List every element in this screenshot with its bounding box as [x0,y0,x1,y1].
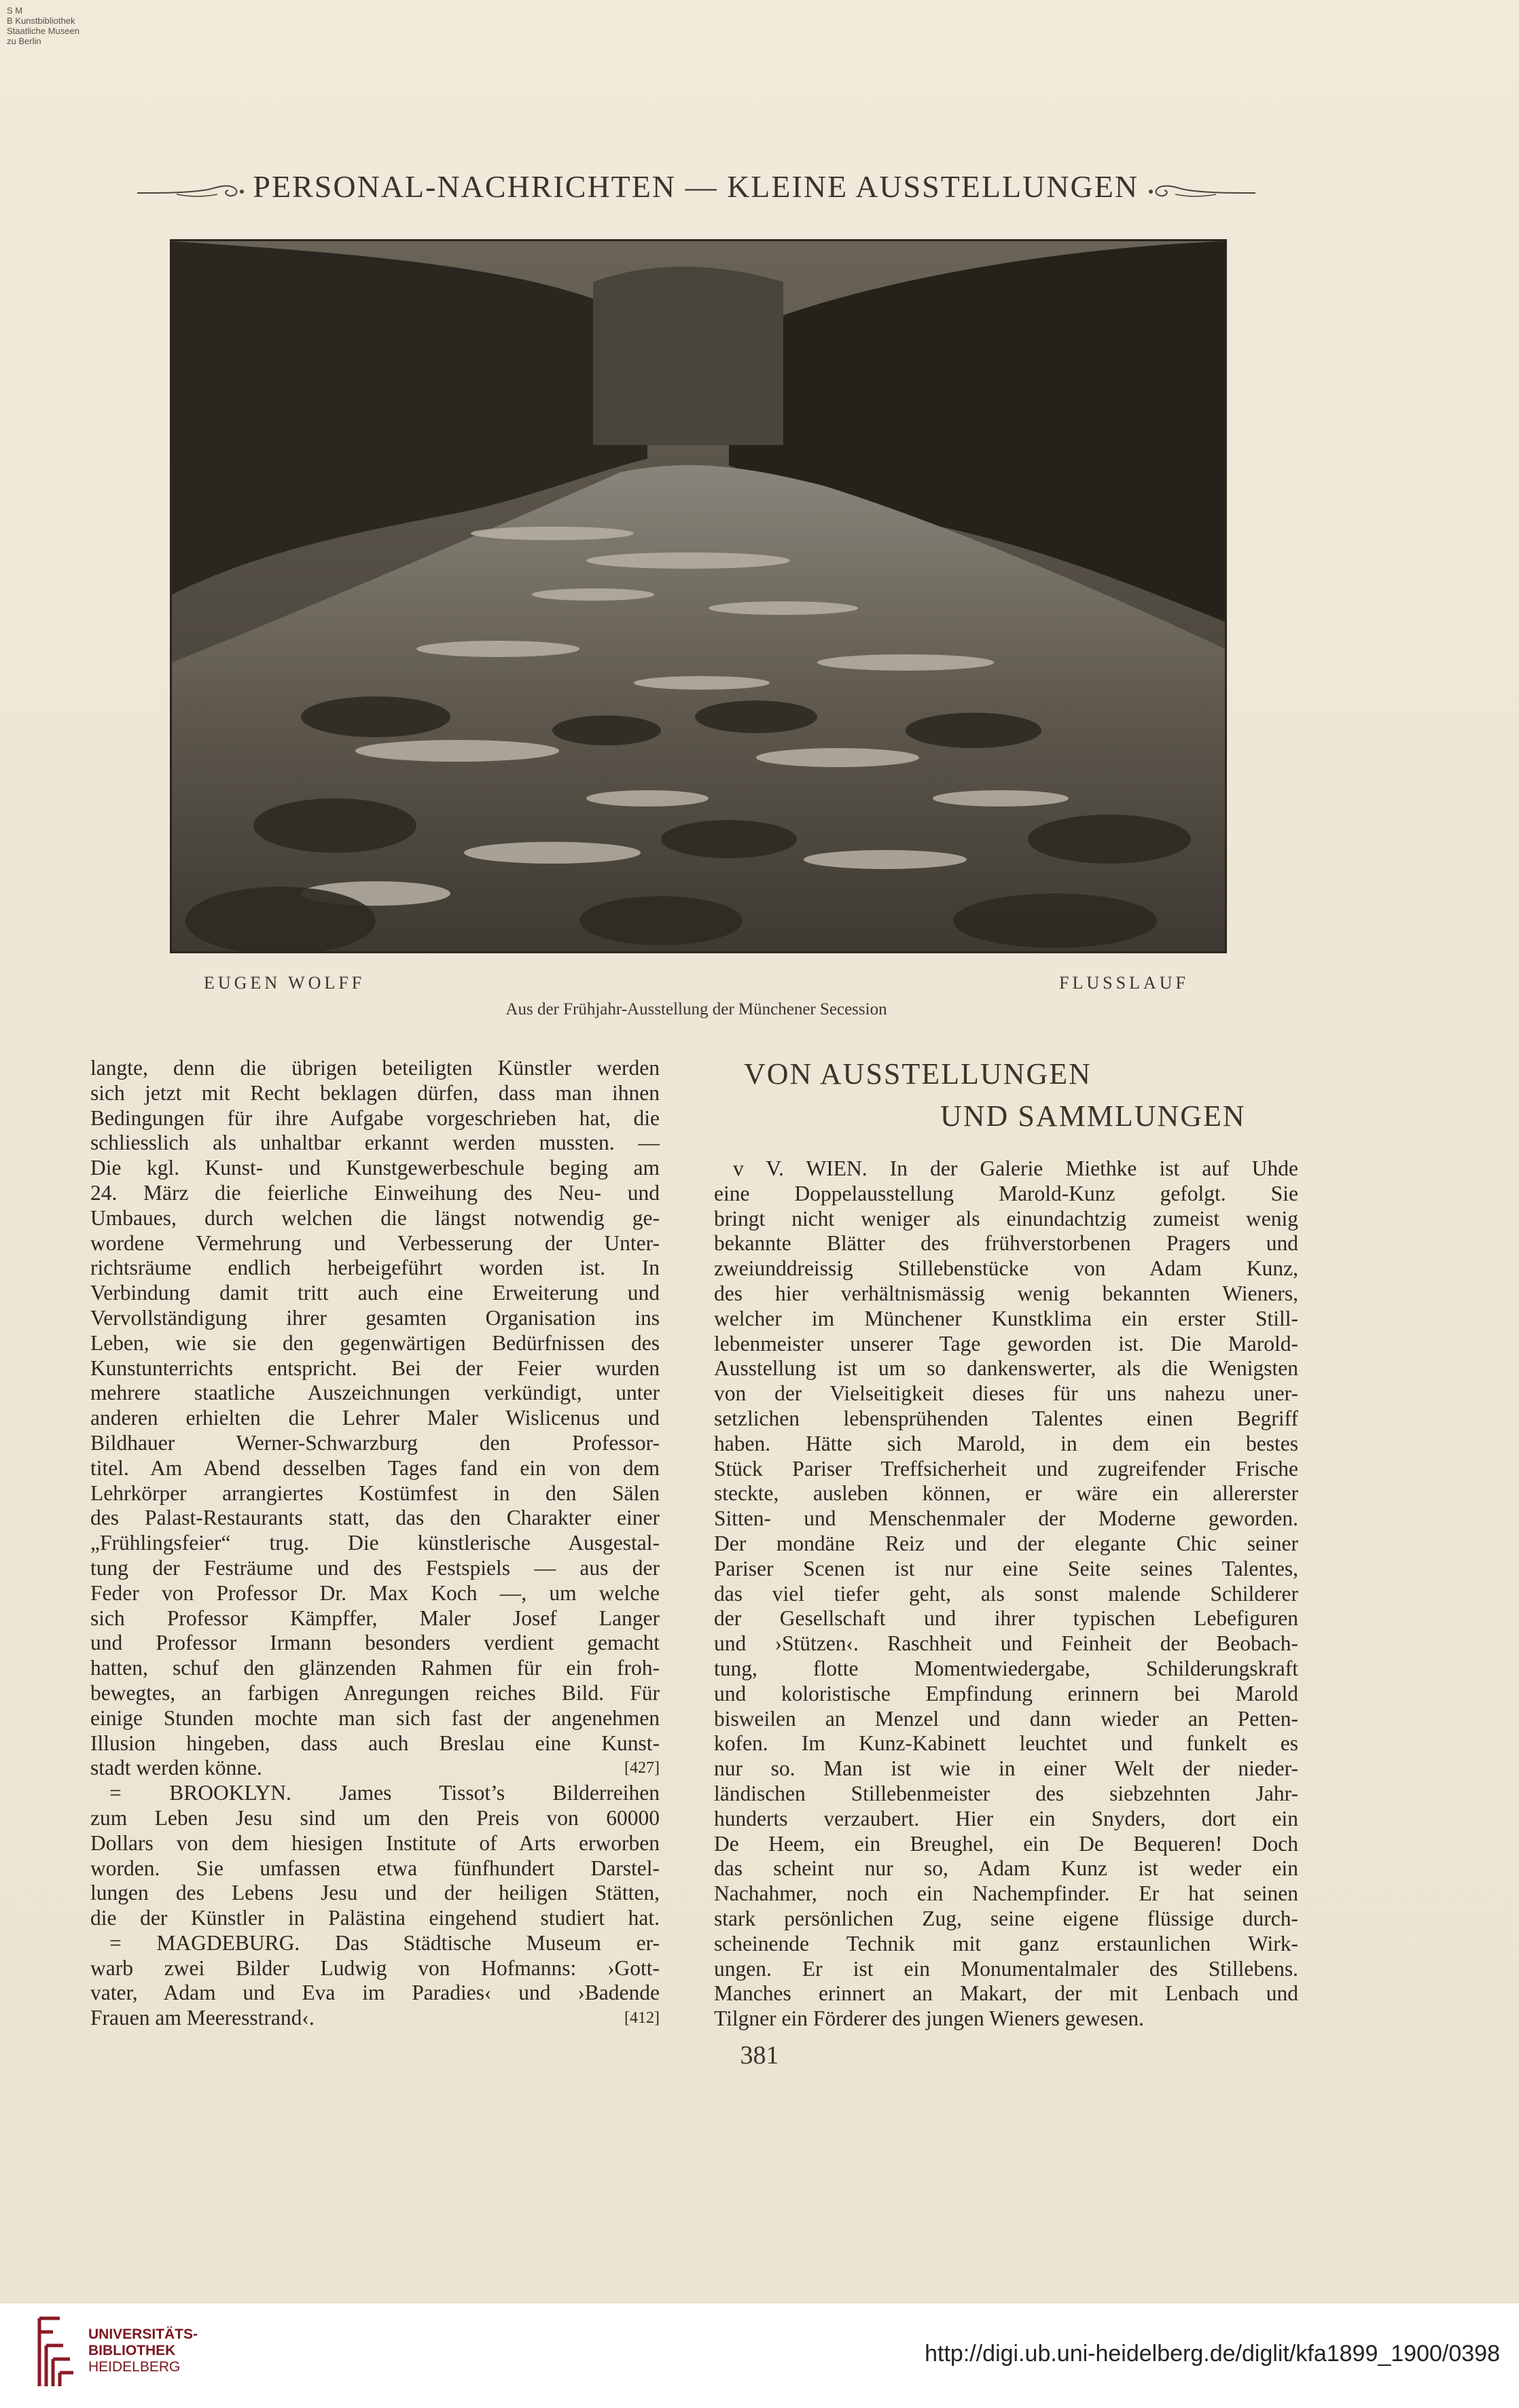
text-line: bekannte Blätter des frühverstorbenen Pragers und [714,1231,1298,1256]
library-line1: UNIVERSITÄTS- [88,2326,198,2342]
text-line: ländischen Stillebenmeister des siebzehnten Jahr- [714,1781,1298,1805]
page-number: 381 [740,2041,779,2070]
text-line: tung, flotte Momentwiedergabe, Schilderungskraft [714,1656,1298,1680]
text-line: = BROOKLYN. James Tissot’s Bilderreihen [109,1781,660,1805]
stamp-line: S M [7,5,23,16]
text-line: welcher im Münchener Kunstklima ein erster Still- [714,1306,1298,1330]
text-line: Der mondäne Reiz und der elegante Chic seiner [714,1531,1298,1555]
text-line: hunderts verzaubert. Hier ein Snyders, dort ein [714,1806,1298,1830]
figure-artist: EUGEN WOLFF [204,973,365,993]
text-line: schliesslich als unhaltbar erkannt werden mussten. — [90,1131,660,1155]
text-line: mehrere staatliche Auszeichnungen verkündigt, unter [90,1381,660,1405]
text-line: wordene Vermehrung und Verbesserung der Unter- [90,1230,660,1255]
text-line: Lehrkörper arrangiertes Kostümfest in den Sälen [90,1481,660,1505]
painting-reproduction [170,239,1227,953]
text-line: das viel tiefer geht, als sonst malende Schilderer [714,1581,1298,1606]
text-line: sich Professor Kämpffer, Maler Josef Langer [90,1606,660,1630]
text-line: und Professor Irmann besonders verdient gemacht [90,1631,660,1655]
text-line: bringt nicht weniger als einundachtzig zumeist wenig [714,1206,1298,1230]
text-line: des Palast-Restaurants statt, das den Charakter einer [90,1506,660,1530]
library-logo-icon [33,2312,80,2396]
page-title: PERSONAL-NACHRICHTEN — KLEINE AUSSTELLUNGEN [253,169,1139,204]
section-title-line1: VON AUSSTELLUNGEN [744,1057,1092,1091]
text-line: Bedingungen für ihre Aufgabe vorgeschrieben hat, die [90,1105,660,1130]
text-line: zum Leben Jesu sind um den Preis von 60000 [90,1805,660,1830]
text-line: einige Stunden mochte man sich fast der angenehmen [90,1705,660,1730]
text-line: Verbindung damit tritt auch eine Erweiterung und [90,1281,660,1305]
right-column [714,1156,1298,2032]
text-line: steckte, ausleben können, er wäre ein allererster [714,1481,1298,1506]
text-line: Frauen am Meeresstrand‹. [90,2006,315,2030]
figure-title: FLUSSLAUF [1059,973,1189,993]
section-title-line2: UND SAMMLUNGEN [940,1099,1246,1133]
stamp-line: zu Berlin [7,36,41,46]
text-line: von der Vielseitigkeit dieses für uns nahezu uner- [714,1381,1298,1406]
text-line: sich jetzt mit Recht beklagen dürfen, dass man ihnen [90,1080,660,1105]
text-line: warb zwei Bilder Ludwig von Hofmanns: ›Gott- [90,1955,660,1980]
figure-source: Aus der Frühjahr-Ausstellung der Münchener Secession [505,1000,887,1019]
text-line: Feder von Professor Dr. Max Koch —, um welche [90,1580,660,1605]
text-line: vater, Adam und Eva im Paradies‹ und ›Badende [90,1981,660,2005]
text-line: Ausstellung ist um so dankenswerter, als die Wenigsten [714,1356,1298,1381]
text-line: Vervollständigung ihrer gesamten Organisation ins [90,1305,660,1330]
text-line: und koloristische Empfindung erinnern bei Marold [714,1681,1298,1705]
library-line2: BIBLIOTHEK [88,2343,176,2358]
text-line: der Gesellschaft und ihrer typischen Lebefiguren [714,1606,1298,1631]
text-line: tung der Festräume und des Festspiels — aus der [90,1555,660,1580]
article-ref: [427] [624,1759,660,1777]
text-line: Kunstunterrichts entspricht. Bei der Feier wurden [90,1356,660,1380]
text-line: 24. März die feierliche Einweihung des Neu- und [90,1180,660,1205]
right-ornament-icon [1148,173,1257,203]
article-ref: [412] [624,2009,660,2028]
text-line: titel. Am Abend desselben Tages fand ein von dem [90,1455,660,1480]
text-line: haben. Hätte sich Marold, in dem ein bestes [714,1431,1298,1455]
text-line: stadt werden könne. [90,1756,262,1780]
text-line: setzlichen lebensprühenden Talentes einen Begriff [714,1406,1298,1430]
text-line: Sitten- und Menschenmaler der Moderne geworden. [714,1506,1298,1531]
left-ornament-icon [136,173,253,203]
text-line: richtsräume endlich herbeigeführt worden ist. In [90,1256,660,1280]
text-line: hatten, schuf den glänzenden Rahmen für ein froh- [90,1656,660,1680]
text-line: = MAGDEBURG. Das Städtische Museum er- [109,1930,660,1955]
text-line: zweiunddreissig Stillebenstücke von Adam Kunz, [714,1256,1298,1281]
library-name [88,2326,198,2375]
text-line: und ›Stützen‹. Raschheit und Feinheit der Beobach- [714,1631,1298,1656]
library-line3: HEIDELBERG [88,2359,181,2375]
text-line: langte, denn die übrigen beteiligten Künstler werden [90,1056,660,1080]
text-line: Tilgner ein Förderer des jungen Wieners gewesen. [714,2006,1144,2031]
text-line: Dollars von dem hiesigen Institute of Arts erworben [90,1830,660,1855]
stamp-line: Staatliche Museen [7,26,79,36]
text-line: worden. Sie umfassen etwa fünfhundert Darstel- [90,1856,660,1880]
text-line: Nachahmer, noch ein Nachempfinder. Er hat seinen [714,1881,1298,1906]
text-line: lebenmeister unserer Tage geworden ist. Die Marold- [714,1331,1298,1356]
text-line: eine Doppelausstellung Marold-Kunz gefolgt. Sie [714,1181,1298,1205]
text-line: Stück Pariser Treffsicherheit und zugreifender Frische [714,1456,1298,1481]
text-line-with-ref [90,1756,660,1781]
text-line: Illusion hingeben, dass auch Breslau eine Kunst- [90,1731,660,1755]
library-stamp [7,5,79,46]
text-line: Die kgl. Kunst- und Kunstgewerbeschule beging am [90,1156,660,1180]
text-line: stark persönlichen Zug, seine eigene flüssige durch- [714,1906,1298,1930]
text-line: Manches erinnert an Makart, der mit Lenbach und [714,1981,1298,2006]
text-line: ungen. Er ist ein Monumentalmaler des Stillebens. [714,1956,1298,1981]
text-line: „Frühlingsfeier“ trug. Die künstlerische Ausgestal- [90,1531,660,1555]
text-line: Umbaues, durch welchen die längst notwendig ge- [90,1205,660,1230]
text-line: Pariser Scenen ist nur eine Seite seines Talentes, [714,1556,1298,1580]
text-line: kofen. Im Kunz-Kabinett leuchtet und funkelt es [714,1731,1298,1756]
text-line: Bildhauer Werner-Schwarzburg den Professor- [90,1430,660,1455]
left-column [90,1056,660,2031]
text-line: lungen des Lebens Jesu und der heiligen Stätten, [90,1881,660,1905]
text-line: anderen erhielten die Lehrer Maler Wislicenus und [90,1406,660,1430]
page-header [109,169,1284,205]
text-line: De Heem, ein Breughel, ein De Bequeren! Doch [714,1831,1298,1856]
text-line: bisweilen an Menzel und dann wieder an Petten- [714,1706,1298,1731]
document-url-link[interactable]: http://digi.ub.uni-heidelberg.de/diglit/kfa1899_1900/0398 [925,2341,1500,2367]
text-line: das scheint nur so, Adam Kunz ist weder ein [714,1856,1298,1881]
stamp-line: B Kunstbibliothek [7,16,75,26]
text-line: des hier verhältnismässig wenig bekannten Wieners, [714,1281,1298,1305]
text-line: die der Künstler in Palästina eingehend studiert hat. [90,1906,660,1930]
text-line: scheinende Technik mit ganz erstaunlichen Wirk- [714,1931,1298,1955]
text-line: bewegtes, an farbigen Anregungen reiches Bild. Für [90,1680,660,1705]
text-line: nur so. Man ist wie in einer Welt der nieder- [714,1756,1298,1781]
text-line: v V. WIEN. In der Galerie Miethke ist auf Uhde [733,1156,1298,1180]
text-line-with-ref [90,2006,660,2031]
text-line: Leben, wie sie den gegenwärtigen Bedürfnissen des [90,1330,660,1355]
